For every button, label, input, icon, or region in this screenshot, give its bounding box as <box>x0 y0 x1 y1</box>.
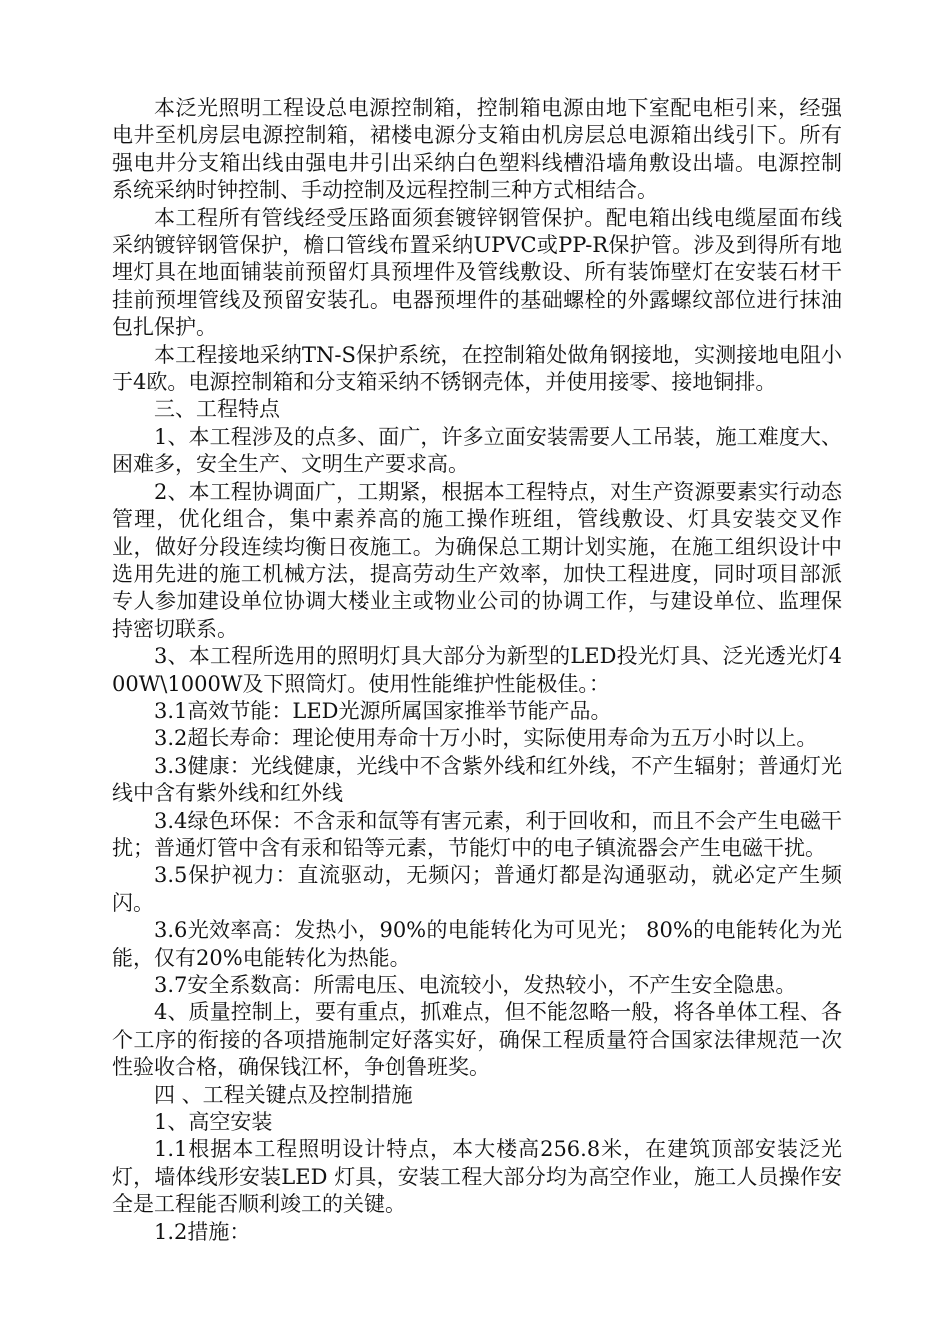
paragraph-feature-3-5: 3.5保护视力：直流驱动，无频闪；普通灯都是沟通驱动，就必定产生频闪。 <box>112 863 842 915</box>
paragraph-feature-4: 4、质量控制上，要有重点，抓难点，但不能忽略一般，将各单体工程、各个工序的衔接的各项措施制定好落实好，确保工程质量符合国家法律规范一次性验收合格，确保钱江杯，争创鲁班奖。 <box>112 1000 842 1080</box>
subheading-high-altitude-installation: 1、高空安装 <box>154 1110 273 1135</box>
paragraph-key-point-1-2: 1.2措施： <box>154 1219 251 1244</box>
paragraph-power-control-box: 本泛光照明工程设总电源控制箱，控制箱电源由地下室配电柜引来，经强电井至机房层电源控制箱，裙楼电源分支箱由机房层总电源箱出线引下。所有强电井分支箱出线由强电井引出采纳白色塑料线槽沿墙角敷设出墙。电源控制系统采纳时钟控制、手动控制及远程控制三种方式相结合。 <box>112 96 842 203</box>
paragraph-feature-3-7: 3.7安全系数高：所需电压、电流较小，发热较小，不产生安全隐患。 <box>154 973 797 997</box>
paragraph-feature-1: 1、本工程涉及的点多、面广，许多立面安装需要人工吊装，施工难度大、困难多，安全生产、文明生产要求高。 <box>112 424 842 477</box>
paragraph-feature-3-2: 3.2超长寿命：理论使用寿命十万小时，实际使用寿命为五万小时以上。 <box>154 726 818 751</box>
paragraph-feature-3-1: 3.1高效节能：LED光源所属国家推举节能产品。 <box>154 698 612 723</box>
section-heading-project-features: 三、工程特点 <box>154 397 280 422</box>
paragraph-feature-3: 3、本工程所选用的照明灯具大部分为新型的LED投光灯具、泛光透光灯400W\1000W及下照筒灯。使用性能维护性能极佳。： <box>112 644 842 696</box>
paragraph-feature-3-3: 3.3健康：光线健康，光线中不含紫外线和红外线，不产生辐射；普通灯光线中含有紫外线和红外线 <box>112 753 842 806</box>
section-heading-key-points: 四 、工程关键点及控制措施 <box>154 1082 413 1107</box>
paragraph-pipeline-protection: 本工程所有管线经受压路面须套镀锌钢管保护。配电箱出线电缆屋面布线采纳镀锌钢管保护，檐口管线布置采纳UPVC或PP-R保护管。涉及到得所有地埋灯具在地面铺装前预留灯具预埋件及管线敷设、所有装饰壁灯在安装石材干挂前预埋管线及预留安装孔。电器预埋件的基础螺栓的外露螺纹部位进行抹油包扎保护。 <box>112 205 842 340</box>
paragraph-feature-3-4: 3.4绿色环保：不含汞和氙等有害元素，利于回收和，而且不会产生电磁干扰；普通灯管中含有汞和铅等元素，节能灯中的电子镇流器会产生电磁干扰。 <box>112 808 842 860</box>
paragraph-grounding-system: 本工程接地采纳TN-S保护系统，在控制箱处做角钢接地，实测接地电阻小于4欧。电源控制箱和分支箱采纳不锈钢壳体，并使用接零、接地铜排。 <box>112 342 842 395</box>
paragraph-feature-2: 2、本工程协调面广，工期紧，根据本工程特点，对生产资源要素实行动态管理，优化组合，集中素养高的施工操作班组，管线敷设、灯具安装交叉作业，做好分段连续均衡日夜施工。为确保总工期计划实施，在施工组织设计中选用先进的施工机械方法，提高劳动生产效率，加快工程进度，同时项目部派专人参加建设单位协调大楼业主或物业公司的协调工作，与建设单位、监理保持密切联系。 <box>112 479 842 641</box>
paragraph-key-point-1-1: 1.1根据本工程照明设计特点，本大楼高256.8米，在建筑顶部安装泛光灯，墙体线形安装LED 灯具，安装工程大部分均为高空作业，施工人员操作安全是工程能否顺利竣工的关键。 <box>112 1137 842 1217</box>
document-page <box>112 95 842 1246</box>
paragraph-feature-3-6: 3.6光效率高：发热小，90%的电能转化为可见光； 80%的电能转化为光能，仅有20%电能转化为热能。 <box>112 918 842 970</box>
